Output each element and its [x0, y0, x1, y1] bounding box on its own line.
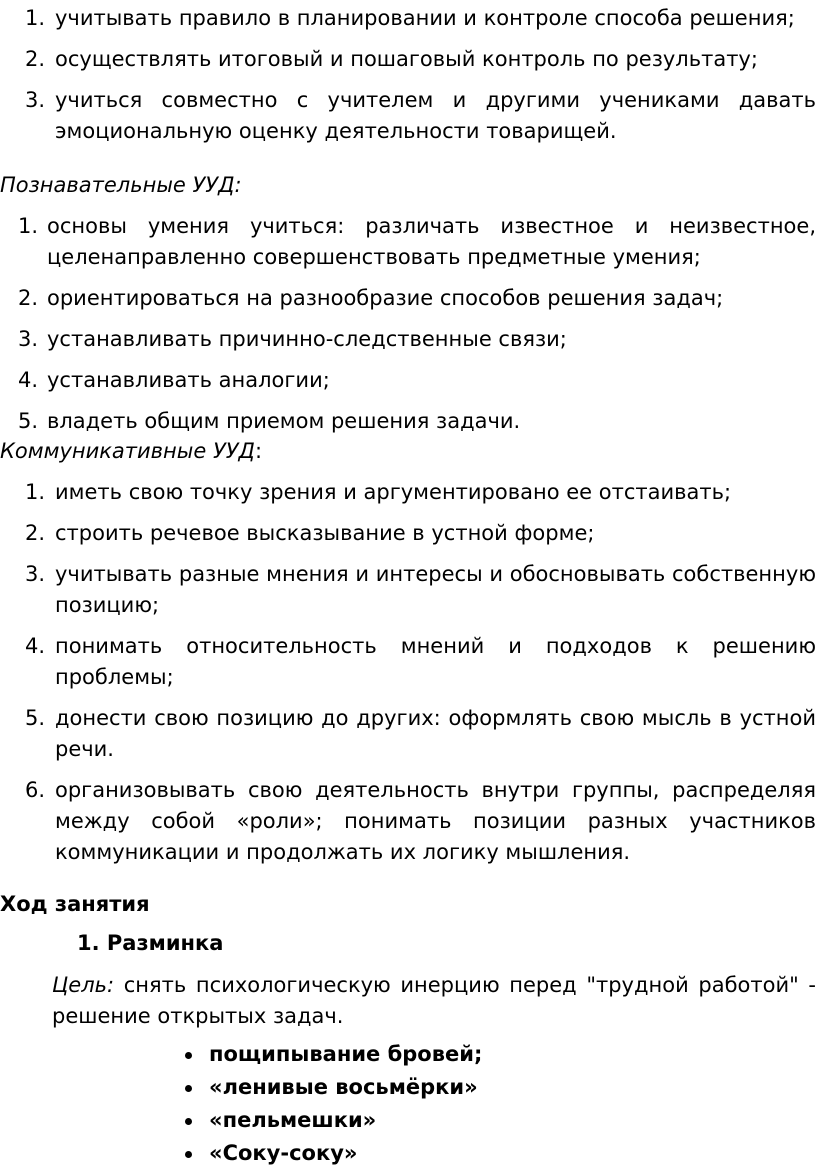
- list-item-text: учиться совместно с учителем и другими учениками давать эмоциональную оценку деятельности товарищей.: [55, 88, 816, 143]
- bullet-item: [180, 1104, 482, 1137]
- bullet-dot-icon: [185, 1118, 192, 1125]
- bullet-text: «пельмешки»: [209, 1108, 377, 1132]
- bullet-dot-icon: [185, 1085, 192, 1092]
- list-item-number: 4.: [18, 368, 39, 392]
- list-item: [0, 365, 816, 396]
- list-item-text: иметь свою точку зрения и аргументировано ее отстаивать;: [55, 480, 732, 504]
- bullet-text: пощипывание бровей;: [209, 1042, 483, 1066]
- list-item-number: 3.: [18, 327, 39, 351]
- list-item-number: 5.: [18, 409, 39, 433]
- goal-text: снять психологическую инерцию перед "трудной работой" - решение открытых задач.: [52, 973, 816, 1028]
- list-item-text: организовывать свою деятельность внутри группы, распределяя между собой «роли»; понимать позиции разных участников коммуникации и продолжать их логику мышления.: [55, 778, 816, 864]
- list-item: [0, 211, 816, 273]
- list-item-number: 1.: [25, 480, 46, 504]
- list-item: [0, 324, 816, 355]
- list-item: [0, 283, 816, 314]
- list-item: [0, 477, 816, 508]
- goal-label: Цель:: [52, 973, 115, 997]
- list-item: [0, 559, 816, 621]
- list-item: [0, 3, 816, 34]
- lesson-title: Ход занятия: [0, 892, 150, 916]
- communicative-heading-colon: :: [254, 439, 263, 463]
- list-item-number: 1.: [25, 6, 46, 30]
- communicative-heading-text: Коммуникативные УУД: [0, 439, 255, 463]
- list-item-number: 5.: [25, 706, 46, 730]
- bullet-text: «Соку-соку»: [209, 1141, 358, 1165]
- list-item: [0, 44, 816, 75]
- list-item-number: 1.: [18, 214, 39, 238]
- bullet-dot-icon: [185, 1052, 192, 1059]
- bullet-text: «ленивые восьмёрки»: [209, 1075, 478, 1099]
- list-item-number: 3.: [25, 562, 46, 586]
- bullet-item: [180, 1071, 482, 1104]
- list-item-text: владеть общим приемом решения задачи.: [47, 409, 521, 433]
- warmup-list: [180, 1038, 482, 1170]
- list-item-text: устанавливать причинно-следственные связи;: [47, 327, 567, 351]
- list-item-number: 2.: [18, 286, 39, 310]
- cognitive-heading: Познавательные УУД:: [0, 173, 242, 197]
- list-item-text: строить речевое высказывание в устной форме;: [55, 521, 595, 545]
- list-item-text: донести свою позицию до других: оформлять свою мысль в устной речи.: [55, 706, 816, 761]
- list-item: [0, 406, 816, 437]
- lesson-goal: [52, 970, 816, 1032]
- list-item-number: 6.: [25, 778, 46, 802]
- list-item: [0, 775, 816, 868]
- cognitive-list: [0, 211, 816, 437]
- list-item-text: понимать относительность мнений и подходов к решению проблемы;: [55, 634, 816, 689]
- list-item-number: 2.: [25, 521, 46, 545]
- communicative-list: [0, 477, 816, 868]
- regulatory-list: [0, 3, 816, 157]
- list-item: [0, 703, 816, 765]
- list-item-text: учитывать разные мнения и интересы и обосновывать собственную позицию;: [55, 562, 816, 617]
- list-item: [0, 631, 816, 693]
- list-item-text: осуществлять итоговый и пошаговый контроль по результату;: [55, 47, 758, 71]
- communicative-heading: [0, 436, 816, 467]
- list-item-text: основы умения учиться: различать известное и неизвестное, целенаправленно совершенствовать предметные умения;: [47, 214, 816, 269]
- lesson-subtitle: 1. Разминка: [77, 931, 224, 955]
- list-item-number: 4.: [25, 634, 46, 658]
- list-item: [0, 518, 816, 549]
- bullet-item: [180, 1137, 482, 1170]
- list-item-text: учитывать правило в планировании и контроле способа решения;: [55, 6, 795, 30]
- communicative-section: [0, 436, 816, 878]
- list-item-text: ориентироваться на разнообразие способов решения задач;: [47, 286, 724, 310]
- cognitive-section: [0, 170, 816, 447]
- list-item-number: 3.: [25, 88, 46, 112]
- bullet-item: [180, 1038, 482, 1071]
- bullet-dot-icon: [185, 1151, 192, 1158]
- list-item-number: 2.: [25, 47, 46, 71]
- list-item-text: устанавливать аналогии;: [47, 368, 330, 392]
- list-item: [0, 85, 816, 147]
